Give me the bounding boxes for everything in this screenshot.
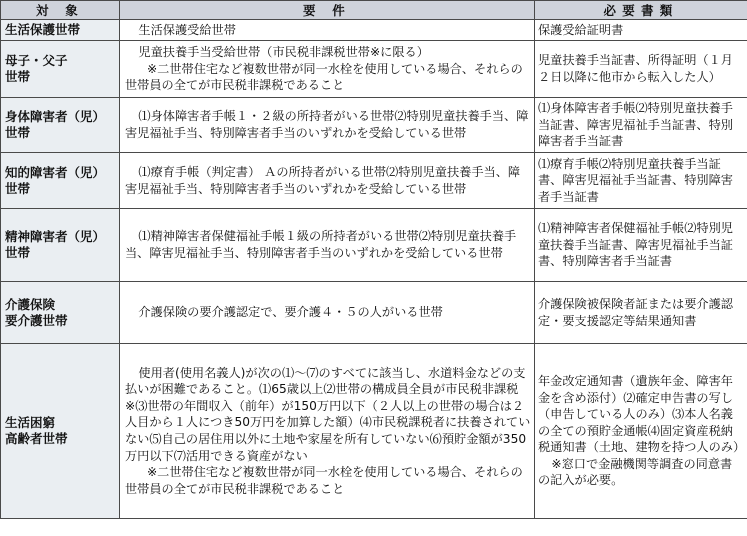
table-row (1, 41, 747, 98)
table-row (1, 282, 747, 344)
documents-note: ※窓口で金融機関等調査の同意書の記入が必要。 (538, 456, 733, 488)
header-requirement: 要 件 (120, 1, 535, 20)
documents-cell (535, 209, 747, 282)
table-row (1, 153, 747, 209)
documents-cell (535, 282, 747, 344)
requirement-text: ⑴身体障害者手帳１・２級の所持者がいる世帯⑵特別児童扶養手当、障害児福祉手当、特別障害者手当のいずれかを受給している世帯 (125, 109, 529, 140)
requirement-note: ※二世帯住宅など複数世帯が同一水栓を使用している場合、それらの世帯員の全てが市民税非課税であること (125, 465, 523, 496)
category-cell: 生活保護世帯 (1, 20, 120, 41)
requirement-text: ⑴療育手帳（判定書） Ａの所持者がいる世帯⑵特別児童扶養手当、障害児福祉手当、特別障害者手当のいずれかを受給している世帯 (125, 164, 521, 196)
category-cell: 身体障害者（児） 世帯 (1, 98, 120, 153)
documents-cell (535, 344, 747, 519)
documents-cell (535, 41, 747, 98)
table-row (1, 344, 747, 519)
documents-text: ⑴身体障害者手帳⑵特別児童扶養手当証書、障害児福祉手当証書、特別障害者手当証書 (538, 101, 733, 149)
documents-text: 介護保険被保険者証または要介護認定・要支援認定等結果通知書 (538, 296, 733, 328)
documents-text: ⑴療育手帳⑵特別児童扶養手当証書、障害児福祉手当証書、特別障害者手当証書 (538, 156, 733, 204)
table-row (1, 98, 747, 153)
requirement-text: 介護保険の要介護認定で、要介護４・５の人がいる世帯 (138, 305, 443, 320)
documents-cell (535, 20, 747, 41)
header-row (1, 1, 747, 20)
documents-text: 保護受給証明書 (538, 22, 624, 37)
table-row (1, 209, 747, 282)
requirement-text: 児童扶養手当受給世帯（市民税非課税世帯※に限る） (138, 45, 429, 60)
header-documents: 必要書類 (535, 1, 747, 20)
requirement-cell (120, 41, 535, 98)
category-cell: 知的障害者（児） 世帯 (1, 153, 120, 209)
documents-text: ⑴精神障害者保健福祉手帳⑵特別児童扶養手当証書、障害児福祉手当証書、特別障害者手当証書 (538, 221, 733, 269)
documents-text: 年金改定通知書（遺族年金、障害年金を含め添付）⑵確定申告書の写し（申告している人のみ）⑶本人名義の全ての預貯金通帳⑷固定資産税納税通知書（土地、建物を持つ人のみ） (538, 373, 746, 455)
requirement-note: ※二世帯住宅など複数世帯が同一水栓を使用している場合、それらの世帯員の全てが市民税非課税であること (125, 61, 523, 93)
requirement-cell (120, 20, 535, 41)
requirement-text: 使用者(使用名義人)が次の⑴～⑺のすべてに該当し、水道料金などの支払いが困難であること。⑴65歳以上⑵世帯の構成員全員が市民税非課税※⑶世帯の年間収入（前年）が150万円以下（２人以上の世帯の場合は２人目から１人につき50万円を加算した額）⑷市民税課税者に扶養されていない⑸自己の居住用以外に土地や家屋を所有していない⑹預貯金額が350万円以下⑺活用できる資産がない (125, 365, 531, 463)
requirement-text: ⑴精神障害者保健福祉手帳１級の所持者がいる世帯⑵特別児童扶養手当、障害児福祉手当、特別障害者手当のいずれかを受給している世帯 (125, 229, 517, 260)
requirement-cell (120, 153, 535, 209)
table-row (1, 20, 747, 41)
documents-cell (535, 153, 747, 209)
requirement-cell (120, 282, 535, 344)
documents-cell (535, 98, 747, 153)
category-cell: 介護保険 要介護世帯 (1, 282, 120, 344)
category-cell: 母子・父子 世帯 (1, 41, 120, 98)
requirement-cell (120, 98, 535, 153)
documents-text: 児童扶養手当証書、所得証明（１月２日以降に他市から転入した人） (538, 53, 733, 84)
category-cell: 精神障害者（児） 世帯 (1, 209, 120, 282)
header-target: 対 象 (1, 1, 120, 20)
requirement-text: 生活保護受給世帯 (138, 22, 236, 37)
requirement-cell (120, 209, 535, 282)
category-cell: 生活困窮 高齢者世帯 (1, 344, 120, 519)
requirement-cell (120, 344, 535, 519)
